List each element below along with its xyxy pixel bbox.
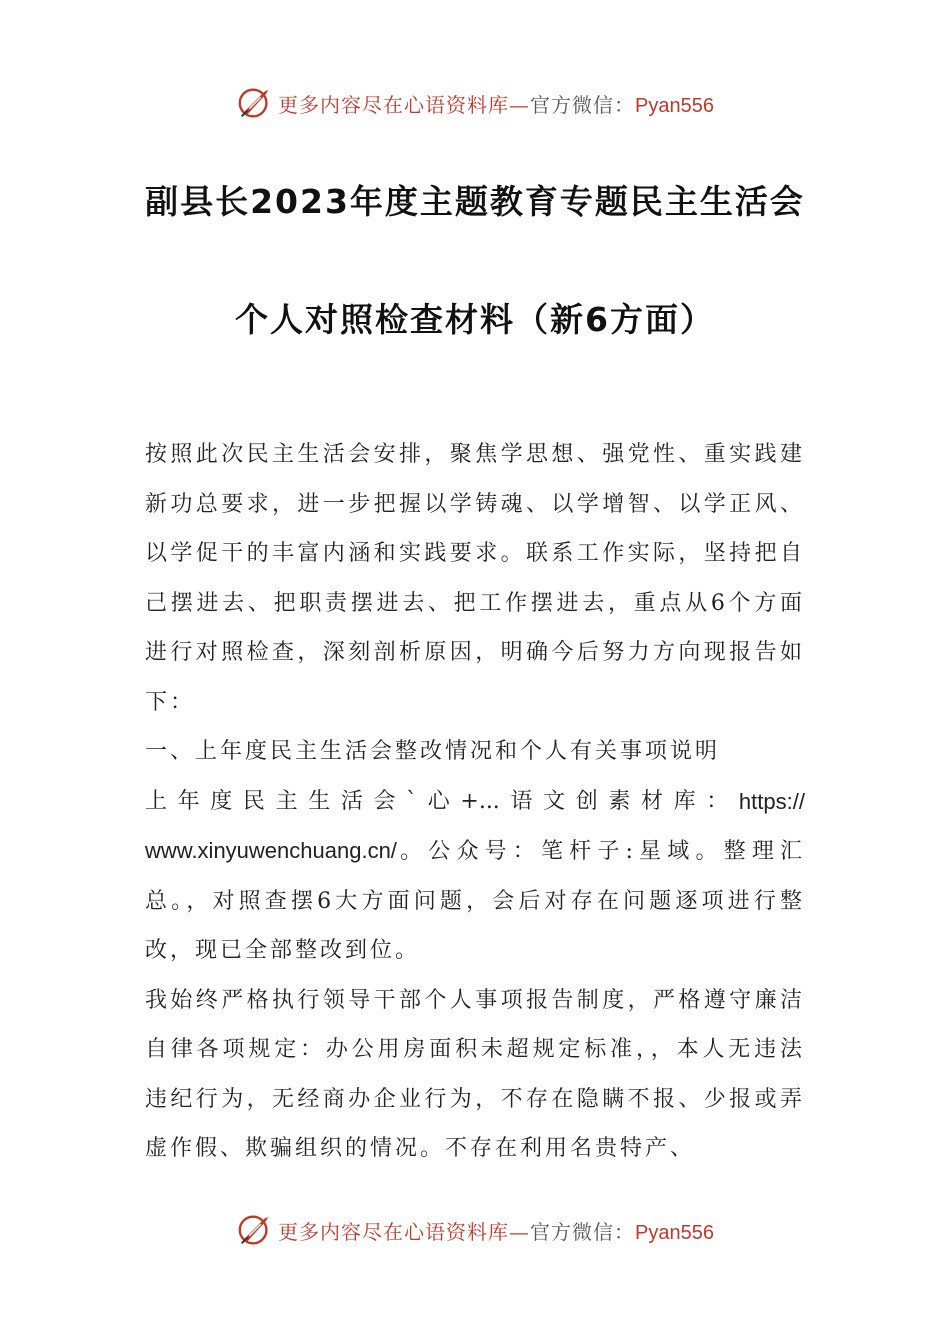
- char: 主: [275, 788, 298, 814]
- char: 年: [177, 788, 200, 814]
- char: 度: [210, 788, 233, 814]
- char: 材: [641, 788, 664, 814]
- char: 上: [145, 788, 168, 814]
- char: +...: [460, 788, 500, 814]
- footer-watermark-banner: [0, 1205, 950, 1255]
- banner-wechat-id: Pyan556: [635, 94, 714, 117]
- banner-text: [278, 1216, 714, 1245]
- char: 生: [308, 788, 331, 814]
- banner-wechat-id: Pyan556: [635, 1221, 714, 1244]
- quill-logo-icon: [236, 1211, 274, 1249]
- banner-slogan: 更多内容尽在心语资料库: [278, 92, 510, 117]
- document-body: [145, 430, 805, 1174]
- section-1-heading: 一、上年度民主生活会整改情况和个人有关事项说明: [145, 739, 721, 764]
- char: 创: [575, 788, 598, 814]
- quill-logo-icon: [236, 84, 274, 122]
- char: 库: [673, 788, 696, 814]
- char: 心: [427, 788, 450, 814]
- char: ：: [706, 788, 729, 814]
- header-watermark-banner: [0, 78, 950, 128]
- document-title-line-1: 副县长2023年度主题教育专题民主生活会: [145, 182, 805, 221]
- banner-separator: —: [509, 1219, 531, 1244]
- url-prefix: https://: [738, 788, 805, 814]
- char: 语: [510, 788, 533, 814]
- banner-wechat-label: 官方微信：: [530, 92, 636, 117]
- document-title-line-2: 个人对照检查材料（新6方面）: [235, 300, 715, 339]
- char: 活: [340, 788, 363, 814]
- char: `: [406, 788, 418, 814]
- section-1-paragraph: [145, 826, 805, 976]
- integrity-paragraph: 我始终严格执行领导干部个人事项报告制度，严格遵守廉洁自律各项规定：办公用房面积未超规定标准，，本人无违法违纪行为，无经商办企业行为，不存在隐瞒不报、少报或弄虚作假、欺骗组织的情况。不存在利用名贵特产、: [145, 987, 805, 1161]
- section-1-text: 。公众号：笔杆子:星域。整理汇总。，对照查摆6大方面问题，会后对存在问题逐项进行整改，现已全部整改到位。: [145, 839, 805, 963]
- char: 会: [373, 788, 396, 814]
- banner-slogan: 更多内容尽在心语资料库: [278, 1219, 510, 1244]
- banner-separator: —: [509, 92, 531, 117]
- website-link[interactable]: www.xinyuwenchuang.cn/: [145, 838, 397, 863]
- char: 素: [608, 788, 631, 814]
- section-1-first-line: [145, 777, 805, 827]
- banner-wechat-label: 官方微信：: [530, 1219, 636, 1244]
- char: 民: [242, 788, 265, 814]
- banner-text: [278, 89, 714, 118]
- intro-paragraph: 按照此次民主生活会安排，聚焦学思想、强党性、重实践建新功总要求，进一步把握以学铸魂、以学增智、以学正风、以学促干的丰富内涵和实践要求。联系工作实际，坚持把自己摆进去、把职责摆进去、把工作摆进去，重点从6个方面进行对照检查，深刻剖析原因，明确今后努力方向现报告如下：: [145, 442, 805, 715]
- char: 文: [543, 788, 566, 814]
